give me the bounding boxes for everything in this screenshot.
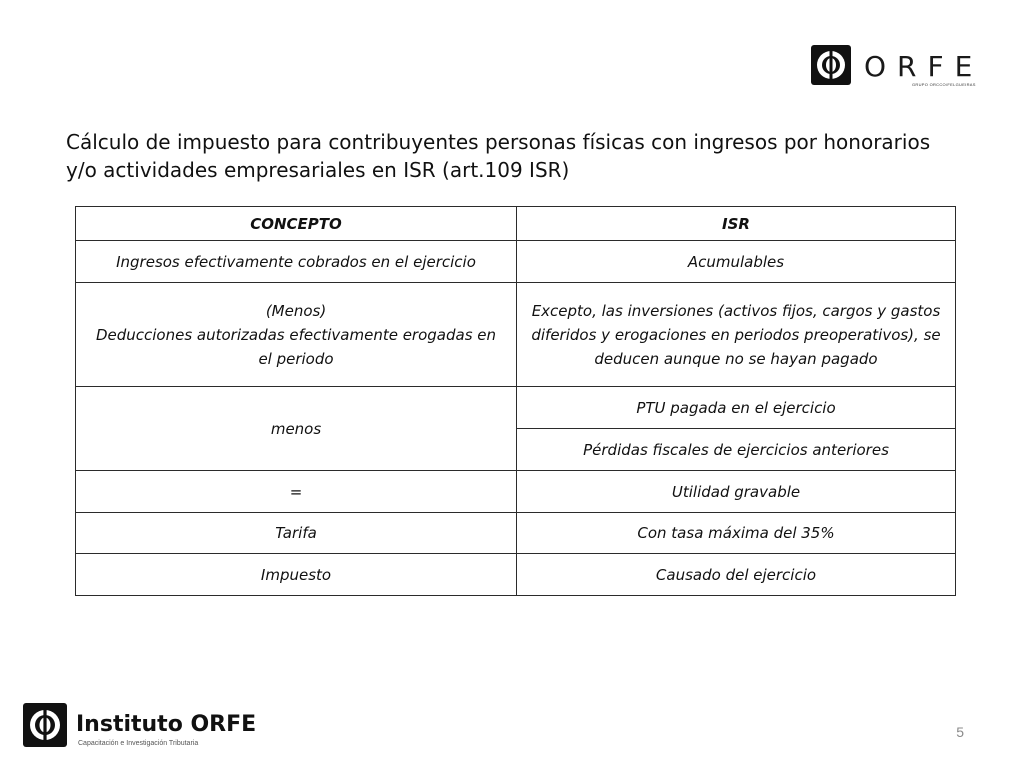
cell-concept-ingresos: Ingresos efectivamente cobrados en el ejercicio [76, 241, 517, 283]
table-header-row [76, 207, 956, 241]
cell-concept-tarifa: Tarifa [76, 513, 517, 554]
page-number: 5 [956, 724, 964, 740]
table-row [76, 513, 956, 554]
isr-calculation-table [75, 206, 956, 596]
cell-isr-ptu: PTU pagada en el ejercicio [517, 387, 956, 429]
instituto-logo-text: Instituto ORFE [76, 712, 257, 737]
slide-title: Cálculo de impuesto para contribuyentes personas físicas con ingresos por honorarios y/o actividades empresariales en ISR (art.109 ISR) [66, 130, 931, 182]
cell-isr-acumulables: Acumulables [517, 241, 956, 283]
cell-isr-excepto: Excepto, las inversiones (activos fijos, cargos y gastos diferidos y erogaciones en periodos preoperativos), se deducen aunque no se hayan pagado [517, 283, 956, 387]
cell-isr-perdidas: Pérdidas fiscales de ejercicios anteriores [517, 429, 956, 471]
orfe-logo-text: ORFE [864, 50, 984, 83]
header-isr: ISR [517, 207, 956, 241]
instituto-orfe-logo [22, 700, 282, 750]
cell-isr-tasa: Con tasa máxima del 35% [517, 513, 956, 554]
cell-concept-menos: menos [76, 387, 517, 471]
cell-isr-utilidad: Utilidad gravable [517, 471, 956, 513]
cell-concept-deducciones [76, 283, 517, 387]
cell-concept-equals: = [76, 471, 517, 513]
orfe-logo-tagline: GRUPO ORCCO/FELGUEIRAS [912, 82, 976, 87]
cell-isr-causado: Causado del ejercicio [517, 554, 956, 596]
instituto-logo-tagline: Capacitación e Investigación Tributaria [78, 740, 199, 747]
table-row [76, 554, 956, 596]
concept-menos-label: (Menos) [265, 301, 327, 320]
table-row [76, 283, 956, 387]
instituto-logo-icon [22, 702, 68, 748]
header-concepto: CONCEPTO [76, 207, 517, 241]
orfe-logo-icon [810, 44, 852, 86]
table-row [76, 471, 956, 513]
orfe-header-logo [808, 44, 983, 90]
concept-deducciones-text: Deducciones autorizadas efectivamente erogadas en el periodo [95, 325, 497, 368]
table-row [76, 241, 956, 283]
cell-concept-impuesto: Impuesto [76, 554, 517, 596]
table-row [76, 387, 956, 429]
